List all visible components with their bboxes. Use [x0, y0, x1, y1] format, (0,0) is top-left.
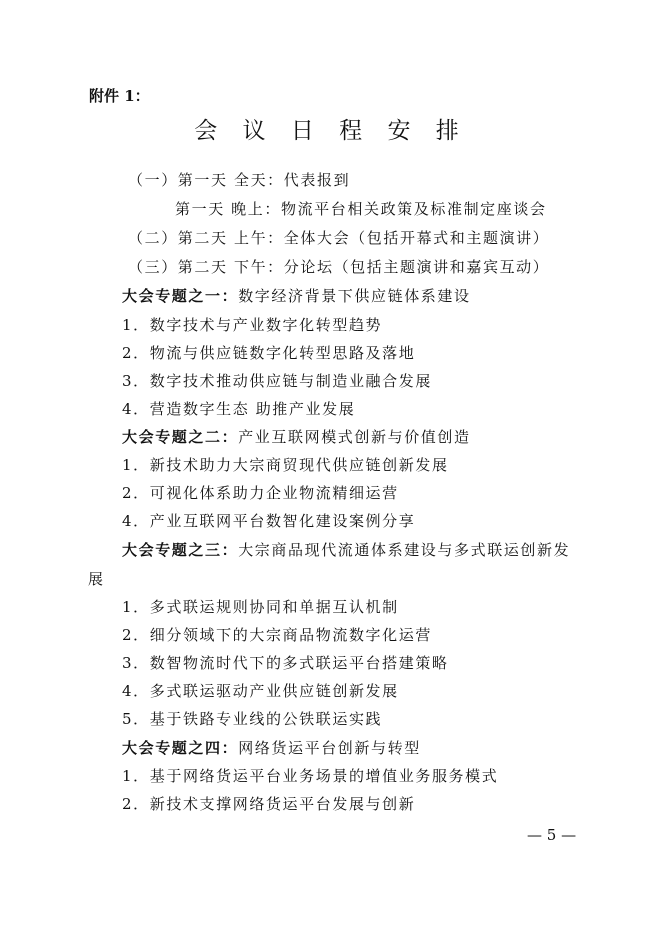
page-title: 会 议 日 程 安 排 [194, 118, 468, 144]
list-item: 3．数智物流时代下的多式联运平台搭建策略 [122, 654, 449, 672]
schedule-item: （二）第二天 上午：全体大会（包括开幕式和主题演讲） [128, 229, 550, 247]
list-item: 3．数字技术推动供应链与制造业融合发展 [122, 372, 432, 390]
schedule-item: 第一天 晚上：物流平台相关政策及标准制定座谈会 [175, 200, 547, 218]
attachment-label: 附件 1： [89, 87, 150, 105]
list-item: 2．物流与供应链数字化转型思路及落地 [122, 344, 416, 362]
list-item: 1．数字技术与产业数字化转型趋势 [122, 316, 383, 334]
list-item: 2．新技术支撑网络货运平台发展与创新 [122, 795, 416, 813]
topic-title: 网络货运平台创新与转型 [238, 739, 421, 757]
list-item: 2．细分领域下的大宗商品物流数字化运营 [122, 626, 432, 644]
list-item: 1．新技术助力大宗商贸现代供应链创新发展 [122, 456, 449, 474]
list-item: 2．可视化体系助力企业物流精细运营 [122, 484, 399, 502]
topic-label: 大会专题之二： [122, 428, 239, 446]
topic-title-continuation: 展 [88, 570, 105, 588]
list-item: 5．基于铁路专业线的公铁联运实践 [122, 710, 383, 728]
list-item: 4．产业互联网平台数智化建设案例分享 [122, 512, 416, 530]
topic-heading [122, 285, 471, 306]
schedule-item: （一）第一天 全天：代表报到 [128, 171, 351, 189]
list-item: 1．多式联运规则协同和单据互认机制 [122, 598, 399, 616]
list-item: 1．基于网络货运平台业务场景的增值业务服务模式 [122, 767, 499, 785]
page-number: — 5 — [527, 826, 577, 844]
topic-label: 大会专题之四： [122, 739, 239, 757]
topic-heading [122, 426, 471, 447]
topic-label: 大会专题之三： [122, 541, 239, 559]
topic-heading [122, 539, 570, 560]
topic-heading [122, 737, 421, 758]
topic-title: 产业互联网模式创新与价值创造 [238, 428, 471, 446]
schedule-item: （三）第二天 下午：分论坛（包括主题演讲和嘉宾互动） [128, 258, 550, 276]
topic-label: 大会专题之一： [122, 287, 239, 305]
list-item: 4．多式联运驱动产业供应链创新发展 [122, 682, 399, 700]
topic-title: 大宗商品现代流通体系建设与多式联运创新发 [238, 541, 571, 559]
topic-title: 数字经济背景下供应链体系建设 [238, 287, 471, 305]
list-item: 4．营造数字生态 助推产业发展 [122, 400, 356, 418]
